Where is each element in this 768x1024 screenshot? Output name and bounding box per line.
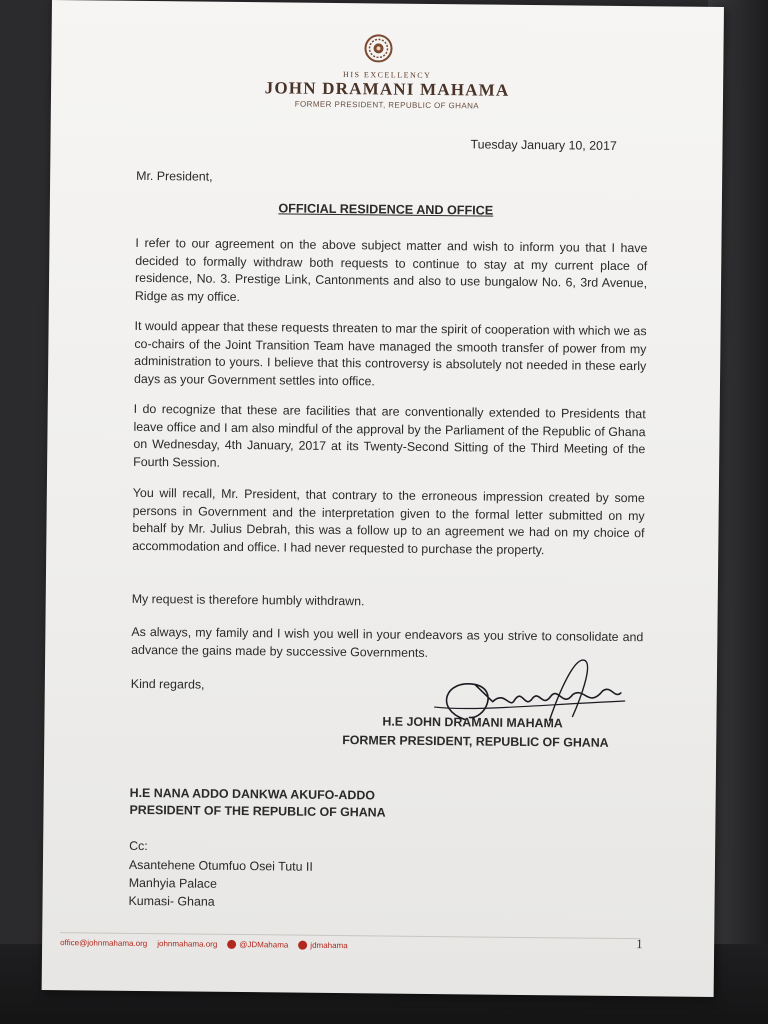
letterhead-name: JOHN DRAMANI MAHAMA (264, 78, 510, 100)
closing: Kind regards, (130, 676, 205, 692)
paragraph: You will recall, Mr. President, that contrary to the erroneous impression created by some persons in Government and the interpretation given to the formal letter submitted on my behalf by Mr. Julius Debrah, this was a follow up to an agreement we had on my choice of accommodation and office. I had never requested to purchase the property. (132, 485, 645, 557)
subject-heading: OFFICIAL RESIDENCE AND OFFICE (278, 201, 494, 218)
twitter-icon (227, 940, 236, 949)
footer-contacts (60, 938, 348, 950)
paragraph: I refer to our agreement on the above subject matter and wish to inform you that I have decided to formally withdraw both requests to continue to stay at my current place of residence, No. 3. Prestige Link, Cantonments and also to use bungalow No. 6, 3rd Avenue, Ridge as my office. (134, 235, 648, 304)
signatory-name: H.E JOHN DRAMANI MAHAMA (382, 714, 563, 731)
recipient-title: PRESIDENT OF THE REPUBLIC OF GHANA (129, 802, 386, 820)
paragraph: My request is therefore humbly withdrawn. (131, 591, 365, 609)
instagram-icon (298, 941, 307, 950)
salutation: Mr. President, (136, 168, 213, 184)
cc-line: Manhyia Palace (128, 875, 217, 891)
cc-line: Kumasi- Ghana (128, 893, 215, 909)
signatory-title: FORMER PRESIDENT, REPUBLIC OF GHANA (342, 733, 609, 750)
paragraph: I do recognize that these are facilities that are conventionally extended to Presidents that leave office and I am also mindful of the approval by the Parliament of the Republic of Ghana on Wednesday, 4th January, 2017 at its Twenty-Second Sitting of the Third Meeting of the Fourth Session. (133, 401, 646, 470)
letter-date: Tuesday January 10, 2017 (470, 137, 617, 153)
letter-page (42, 0, 724, 997)
letterhead-subtitle: FORMER PRESIDENT, REPUBLIC OF GHANA (294, 99, 480, 111)
footer-twitter (227, 940, 288, 950)
page-number: 1 (636, 936, 643, 952)
footer-instagram (298, 941, 347, 951)
footer-website: johnmahama.org (157, 939, 218, 949)
cc-label: Cc: (129, 838, 148, 854)
paragraph: As always, my family and I wish you well in your endeavors as you strive to consolidate and advance the gains made by successive Governments. (131, 624, 644, 660)
paragraph: It would appear that these requests threaten to mar the spirit of cooperation with which we as co-chairs of the Joint Transition Team have managed the smooth transfer of power from my administration to yours. I believe that this controversy is absolutely not needed in these early days as your Government settles into office. (133, 318, 647, 389)
letterhead-honorific: HIS EXCELLENCY (343, 70, 432, 80)
footer-twitter-handle: @JDMahama (239, 940, 289, 950)
footer-email: office@johnmahama.org (60, 938, 148, 949)
cc-line: Asantehene Otumfuo Osei Tutu II (128, 857, 313, 874)
recipient-name: H.E NANA ADDO DANKWA AKUFO-ADDO (129, 785, 376, 803)
rosette-emblem-icon (363, 33, 393, 63)
footer-instagram-handle: jdmahama (310, 940, 348, 951)
